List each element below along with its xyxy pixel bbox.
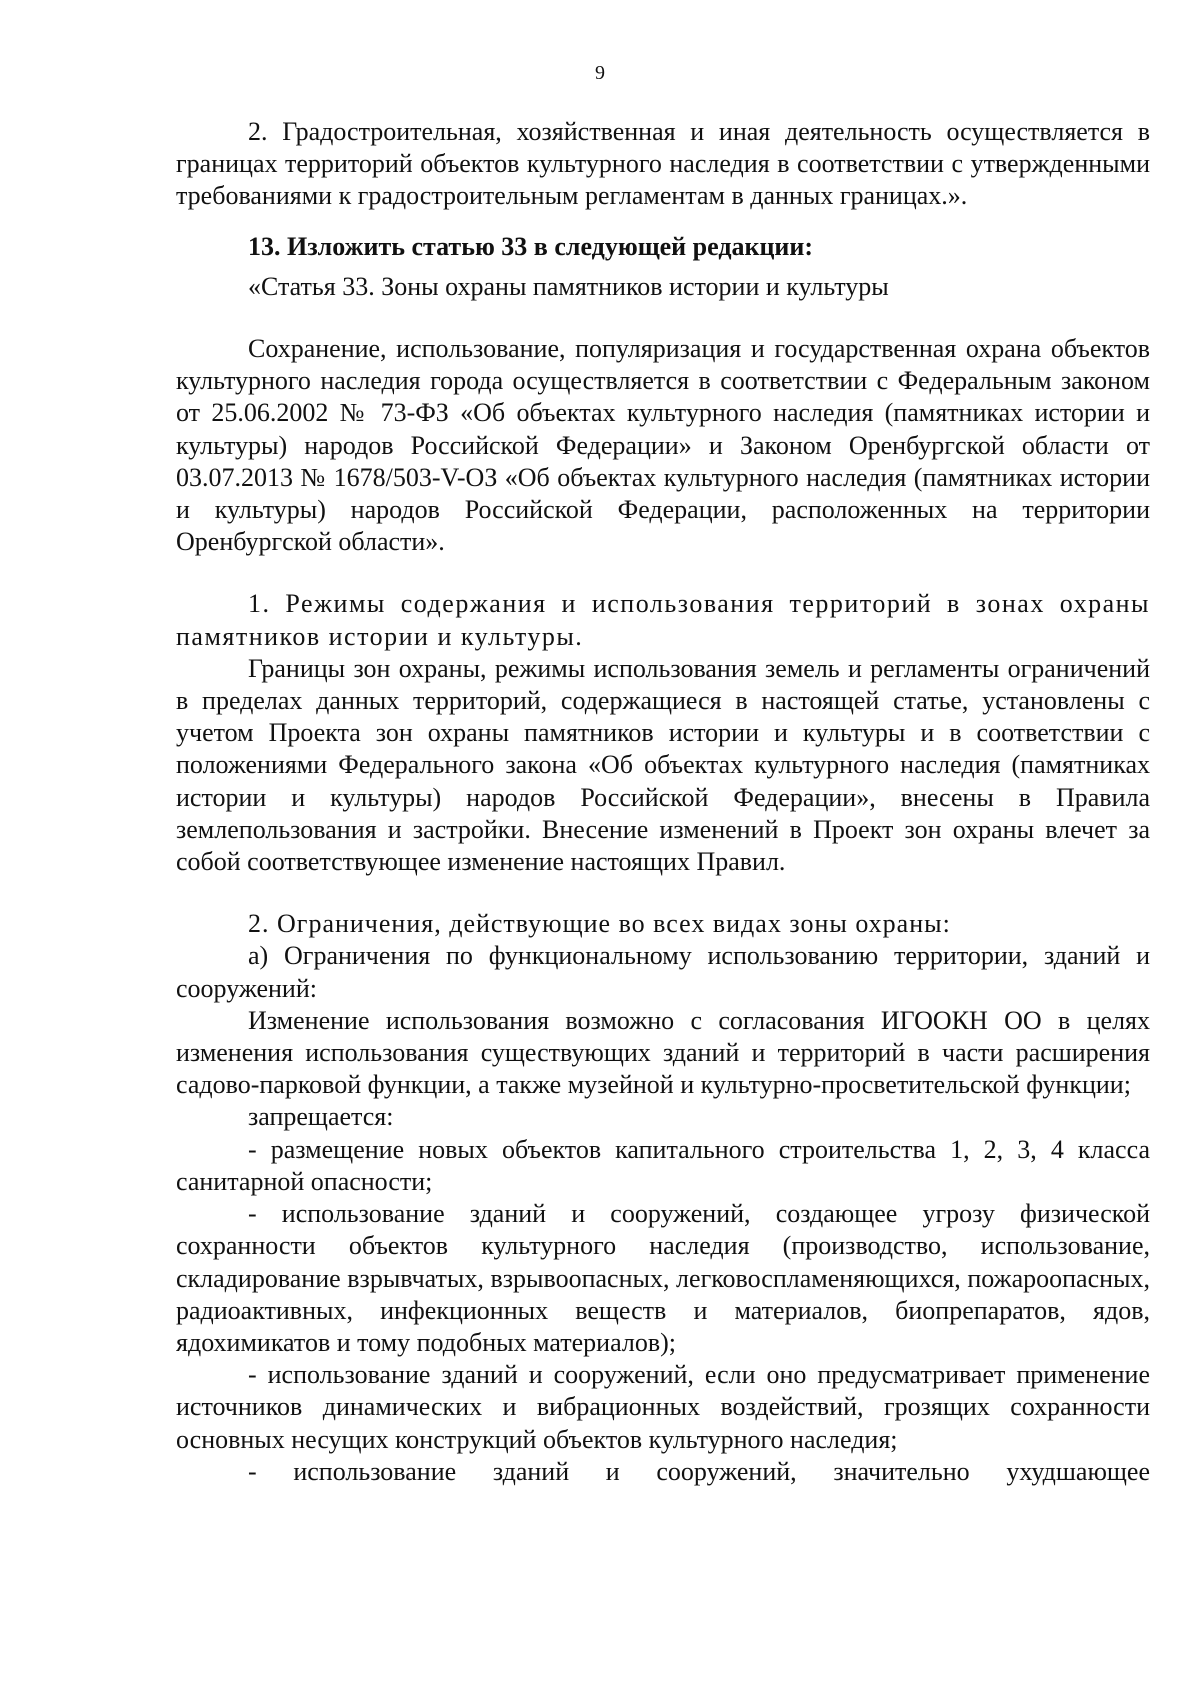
page-number: 9 [595, 62, 605, 84]
prohibition-item-4: - использование зданий и сооружений, значительно ухудшающее [248, 1456, 1150, 1486]
prohibition-item-2: - использование зданий и сооружений, создающее угрозу физической сохранности объектов культурного наследия (производство, использование, складирование взрывчатых, взрывоопасных, легковоспламеняющихся, пожароопасных, радиоактивных, инфекционных веществ и материалов, биопрепаратов, ядов, ядохимикатов и тому подобных материалов); [176, 1199, 1150, 1357]
restriction-a-heading: а) Ограничения по функциональному использованию территории, зданий и сооружений: [176, 941, 1150, 1003]
zone-boundaries-paragraph: Границы зон охраны, режимы использования земель и регламенты ограничений в пределах данных территорий, содержащиеся в настоящей статье, установлены с учетом Проекта зон охраны памятников истории и культуры и в соответствии с положениями Федерального закона «Об объектах культурного наследия (памятниках истории и культуры) народов Российской Федерации», внесены в Правила землепользования и застройки. Внесение изменений в Проект зон охраны влечет за собой соответствующее изменение настоящих Правил. [176, 653, 1150, 877]
usage-change-paragraph: Изменение использования возможно с согласования ИГООКН ОО в целях изменения использования существующих зданий и территорий в части расширения садово-парковой функции, а также музейной и культурно-просветительской функции; [176, 1005, 1150, 1100]
point-1-heading: 1. Режимы содержания и использования территорий в зонах охраны памятников истории и культуры. [176, 589, 1150, 651]
paragraph-item-2: 2. Градостроительная, хозяйственная и иная деятельность осуществляется в границах территорий объектов культурного наследия в соответствии с утвержденными требованиями к градостроительным регламентам в данных границах.». [176, 117, 1150, 211]
section-13-heading: 13. Изложить статью 33 в следующей редакции: [248, 231, 814, 261]
preservation-paragraph: Сохранение, использование, популяризация и государственная охрана объектов культурного наследия города осуществляется в соответствии с Федеральным законом от 25.06.2002 № 73-ФЗ «Об объектах культурного наследия (памятниках истории и культуры) народов Российской Федерации» и Законом Оренбургской области от 03.07.2013 № 1678/503-V-ОЗ «Об объектах культурного наследия (памятниках истории и культуры) народов Российской Федерации, расположенных на территории Оренбургской области». [176, 334, 1150, 557]
prohibition-item-3: - использование зданий и сооружений, если оно предусматривает применение источников динамических и вибрационных воздействий, грозящих сохранности основных несущих конструкций объектов культурного наследия; [176, 1360, 1150, 1454]
article-33-title: «Статья 33. Зоны охраны памятников истории и культуры [248, 271, 889, 301]
document-body [176, 116, 1150, 1488]
prohibition-item-1: - размещение новых объектов капитального строительства 1, 2, 3, 4 класса санитарной опасности; [176, 1134, 1150, 1196]
prohibited-label: запрещается: [248, 1102, 394, 1132]
point-2-heading: 2. Ограничения, действующие во всех видах зоны охраны: [248, 909, 951, 939]
